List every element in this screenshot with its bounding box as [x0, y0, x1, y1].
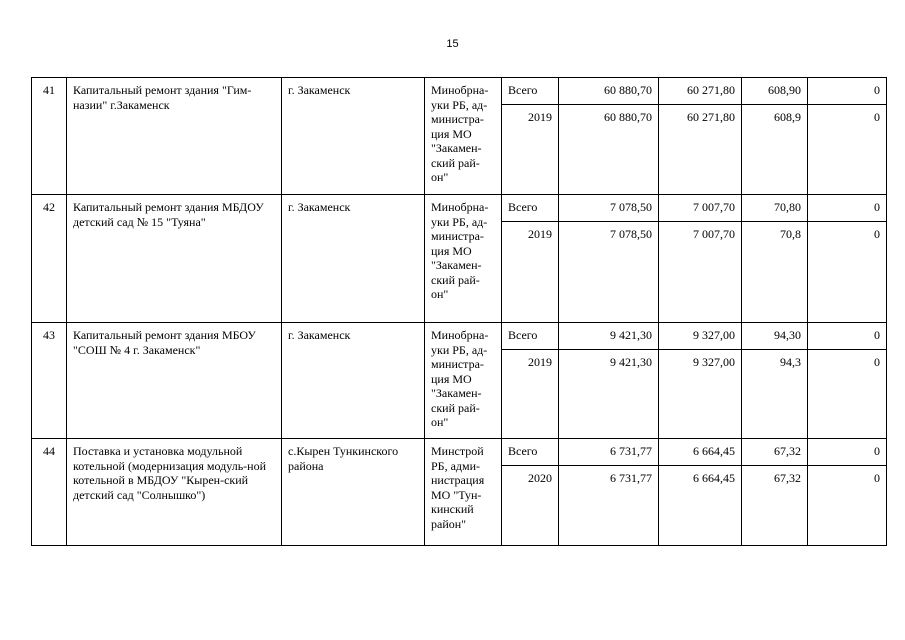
- responsible-agency: Минобрна-уки РБ, ад-министра-ция МО "Закамен-ский рай-он": [425, 323, 502, 439]
- object-name: Капитальный ремонт здания МБДОУ детский сад № 15 "Туяна": [67, 195, 282, 323]
- program-table: [31, 77, 887, 546]
- rb-amount: 9 327,00: [659, 323, 742, 350]
- other-amount: 0: [808, 323, 887, 350]
- row-number: 41: [32, 78, 67, 195]
- responsible-agency: Минобрна-уки РБ, ад-министра-ция МО "Закамен-ский рай-он": [425, 78, 502, 195]
- local-amount: 67,32: [742, 439, 808, 466]
- total-amount: 6 731,77: [559, 439, 659, 466]
- local-amount: 67,32: [742, 466, 808, 546]
- total-amount: 9 421,30: [559, 350, 659, 439]
- period-cell: Всего: [502, 195, 559, 222]
- object-name: Капитальный ремонт здания "Гим-назии" г.Закаменск: [67, 78, 282, 195]
- local-amount: 70,80: [742, 195, 808, 222]
- table-row: [32, 323, 887, 350]
- total-amount: 60 880,70: [559, 105, 659, 195]
- object-location: г. Закаменск: [282, 195, 425, 323]
- rb-amount: 9 327,00: [659, 350, 742, 439]
- object-location: г. Закаменск: [282, 78, 425, 195]
- local-amount: 94,30: [742, 323, 808, 350]
- rb-amount: 6 664,45: [659, 466, 742, 546]
- period-cell: 2019: [502, 105, 559, 195]
- total-amount: 6 731,77: [559, 466, 659, 546]
- object-name: Поставка и установка модульной котельной (модернизация модуль-ной котельной в МБДОУ "Кырен-ский детский сад "Солнышко"): [67, 439, 282, 546]
- row-number: 43: [32, 323, 67, 439]
- responsible-agency: Минстрой РБ, адми-нистрация МО "Тун-кинский район": [425, 439, 502, 546]
- row-number: 42: [32, 195, 67, 323]
- period-cell: Всего: [502, 439, 559, 466]
- object-location: г. Закаменск: [282, 323, 425, 439]
- rb-amount: 60 271,80: [659, 105, 742, 195]
- local-amount: 70,8: [742, 222, 808, 323]
- other-amount: 0: [808, 350, 887, 439]
- other-amount: 0: [808, 439, 887, 466]
- rb-amount: 6 664,45: [659, 439, 742, 466]
- local-amount: 608,90: [742, 78, 808, 105]
- row-number: 44: [32, 439, 67, 546]
- other-amount: 0: [808, 466, 887, 546]
- other-amount: 0: [808, 195, 887, 222]
- other-amount: 0: [808, 222, 887, 323]
- table-row: [32, 439, 887, 466]
- table-row: [32, 78, 887, 105]
- object-name: Капитальный ремонт здания МБОУ "СОШ № 4 г. Закаменск": [67, 323, 282, 439]
- total-amount: 60 880,70: [559, 78, 659, 105]
- period-cell: Всего: [502, 323, 559, 350]
- period-cell: Всего: [502, 78, 559, 105]
- period-cell: 2019: [502, 350, 559, 439]
- object-location: с.Кырен Тункинского района: [282, 439, 425, 546]
- total-amount: 7 078,50: [559, 195, 659, 222]
- rb-amount: 7 007,70: [659, 195, 742, 222]
- rb-amount: 60 271,80: [659, 78, 742, 105]
- total-amount: 9 421,30: [559, 323, 659, 350]
- period-cell: 2020: [502, 466, 559, 546]
- other-amount: 0: [808, 78, 887, 105]
- table-row: [32, 195, 887, 222]
- local-amount: 608,9: [742, 105, 808, 195]
- local-amount: 94,3: [742, 350, 808, 439]
- total-amount: 7 078,50: [559, 222, 659, 323]
- other-amount: 0: [808, 105, 887, 195]
- page-number: 15: [446, 38, 459, 50]
- period-cell: 2019: [502, 222, 559, 323]
- responsible-agency: Минобрна-уки РБ, ад-министра-ция МО "Закамен-ский рай-он": [425, 195, 502, 323]
- rb-amount: 7 007,70: [659, 222, 742, 323]
